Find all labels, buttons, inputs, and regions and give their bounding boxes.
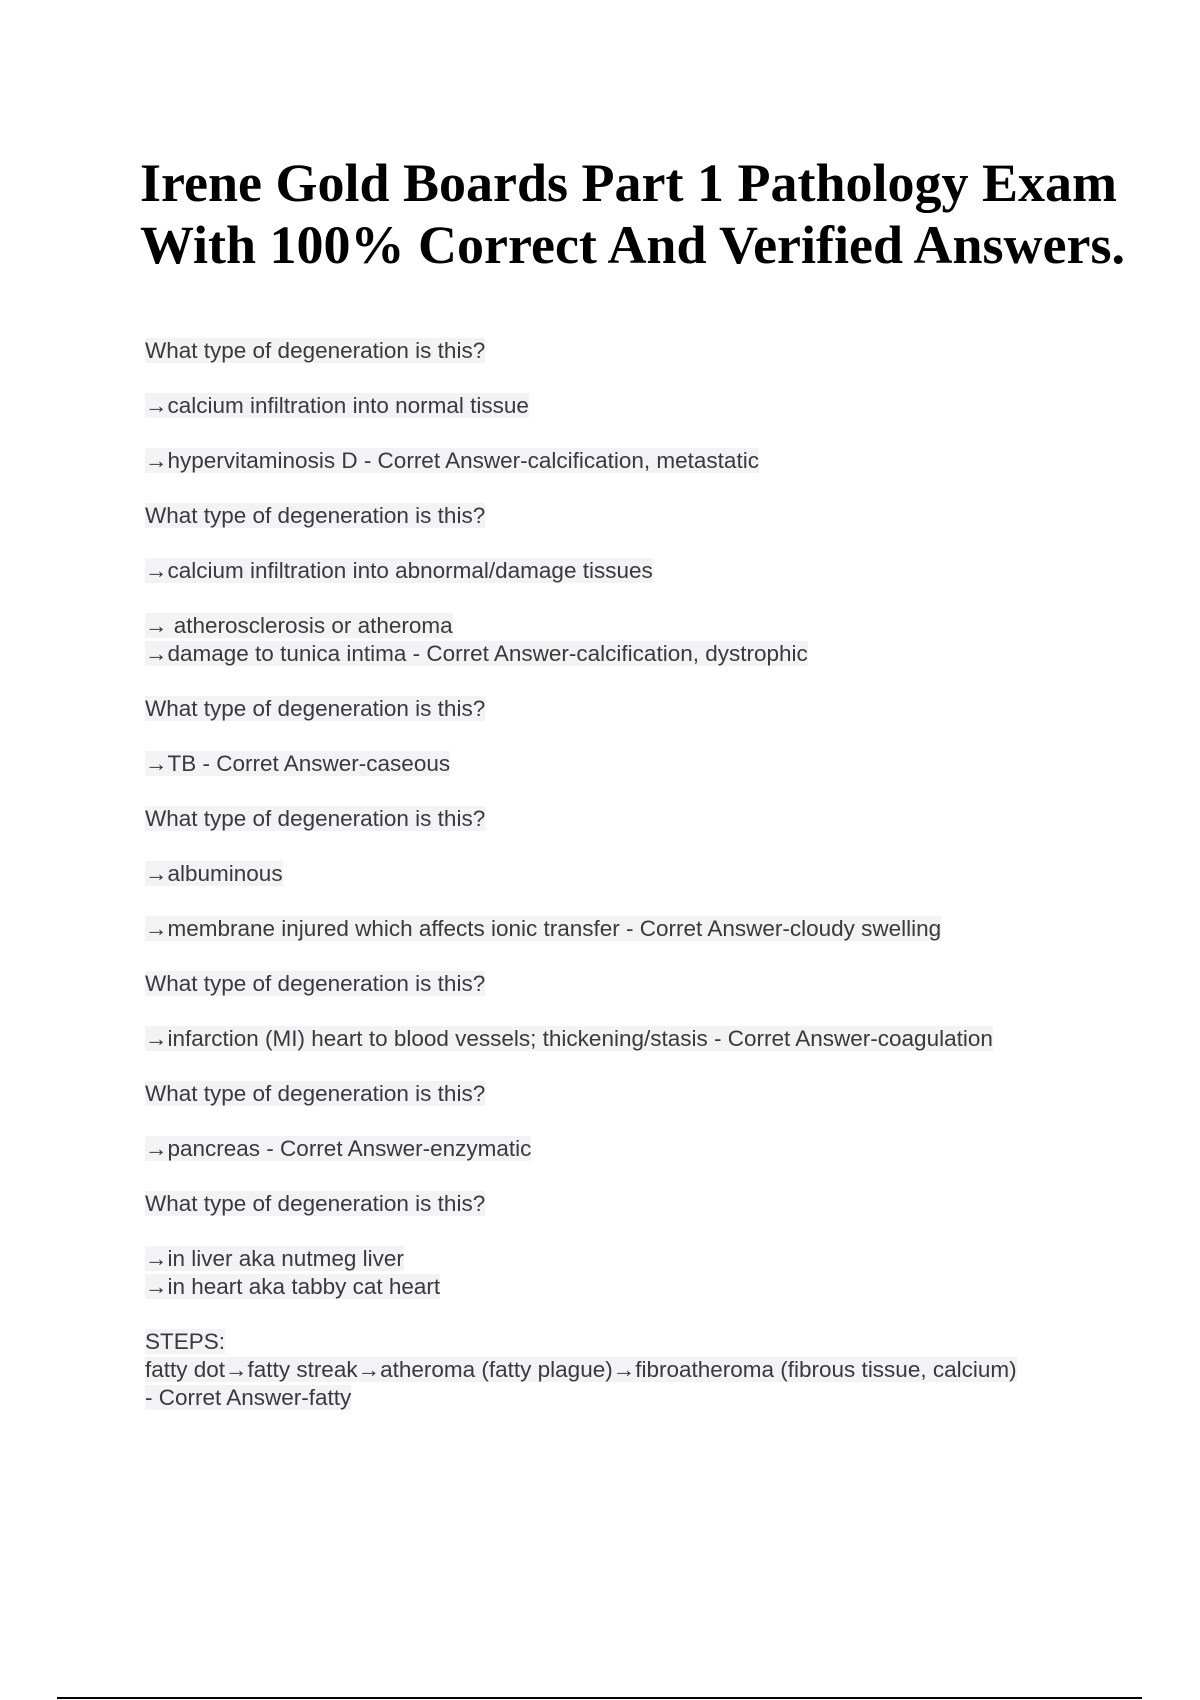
text-line (145, 1273, 1105, 1301)
text-line-content: →calcium infiltration into normal tissue (145, 393, 529, 418)
text-line-content: What type of degeneration is this? (145, 806, 486, 831)
text-line (145, 557, 1105, 585)
text-line (145, 1328, 1105, 1356)
text-line-content: What type of degeneration is this? (145, 696, 486, 721)
text-line (145, 337, 1105, 365)
text-line (145, 502, 1105, 530)
answer-paragraph (145, 1328, 1105, 1412)
text-line-content: → atherosclerosis or atheroma (145, 613, 453, 638)
text-line-content: What type of degeneration is this? (145, 971, 486, 996)
answer-paragraph (145, 860, 1105, 888)
answer-paragraph (145, 1245, 1105, 1301)
page-title (140, 152, 1180, 276)
text-line-content: →in liver aka nutmeg liver (145, 1246, 404, 1271)
answer-paragraph (145, 612, 1105, 668)
text-line-content: What type of degeneration is this? (145, 1081, 486, 1106)
text-line (145, 392, 1105, 420)
text-line (145, 640, 1105, 668)
text-line (145, 447, 1105, 475)
text-line-content: fatty dot→fatty streak→atheroma (fatty plague)→fibroatheroma (fibrous tissue, calcium) (145, 1357, 1017, 1382)
text-line-content: What type of degeneration is this? (145, 1191, 486, 1216)
title-line-2: With 100% Correct And Verified Answers. (140, 215, 1125, 275)
answer-paragraph (145, 557, 1105, 585)
text-line (145, 1356, 1105, 1384)
footer-divider (57, 1697, 1142, 1699)
text-line-content: →albuminous (145, 861, 283, 886)
question-paragraph (145, 805, 1105, 833)
text-line (145, 860, 1105, 888)
text-line (145, 1190, 1105, 1218)
question-paragraph (145, 970, 1105, 998)
text-line (145, 695, 1105, 723)
text-line-content: →membrane injured which affects ionic transfer - Corret Answer-cloudy swelling (145, 916, 942, 941)
text-line-content: →TB - Corret Answer-caseous (145, 751, 451, 776)
text-line (145, 1245, 1105, 1273)
text-line-content: →calcium infiltration into abnormal/damage tissues (145, 558, 653, 583)
answer-paragraph (145, 392, 1105, 420)
text-line-content: What type of degeneration is this? (145, 503, 486, 528)
text-line (145, 1384, 1105, 1412)
text-line-content: →damage to tunica intima - Corret Answer-calcification, dystrophic (145, 641, 808, 666)
answer-paragraph (145, 1025, 1105, 1053)
text-line (145, 750, 1105, 778)
text-line-content: STEPS: (145, 1329, 226, 1354)
text-line-content: →hypervitaminosis D - Corret Answer-calcification, metastatic (145, 448, 759, 473)
title-line-1: Irene Gold Boards Part 1 Pathology Exam (140, 153, 1117, 213)
text-line-content: →pancreas - Corret Answer-enzymatic (145, 1136, 532, 1161)
text-line (145, 970, 1105, 998)
text-line (145, 1080, 1105, 1108)
qa-content (145, 337, 1105, 1439)
text-line (145, 1135, 1105, 1163)
answer-paragraph (145, 1135, 1105, 1163)
question-paragraph (145, 337, 1105, 365)
question-paragraph (145, 502, 1105, 530)
text-line-content: - Corret Answer-fatty (145, 1385, 352, 1410)
answer-paragraph (145, 750, 1105, 778)
answer-paragraph (145, 447, 1105, 475)
question-paragraph (145, 1080, 1105, 1108)
text-line (145, 1025, 1105, 1053)
answer-paragraph (145, 915, 1105, 943)
text-line-content: →in heart aka tabby cat heart (145, 1274, 441, 1299)
text-line (145, 805, 1105, 833)
text-line-content: What type of degeneration is this? (145, 338, 486, 363)
text-line (145, 612, 1105, 640)
text-line (145, 915, 1105, 943)
question-paragraph (145, 695, 1105, 723)
text-line-content: →infarction (MI) heart to blood vessels; thickening/stasis - Corret Answer-coagulation (145, 1026, 993, 1051)
question-paragraph (145, 1190, 1105, 1218)
